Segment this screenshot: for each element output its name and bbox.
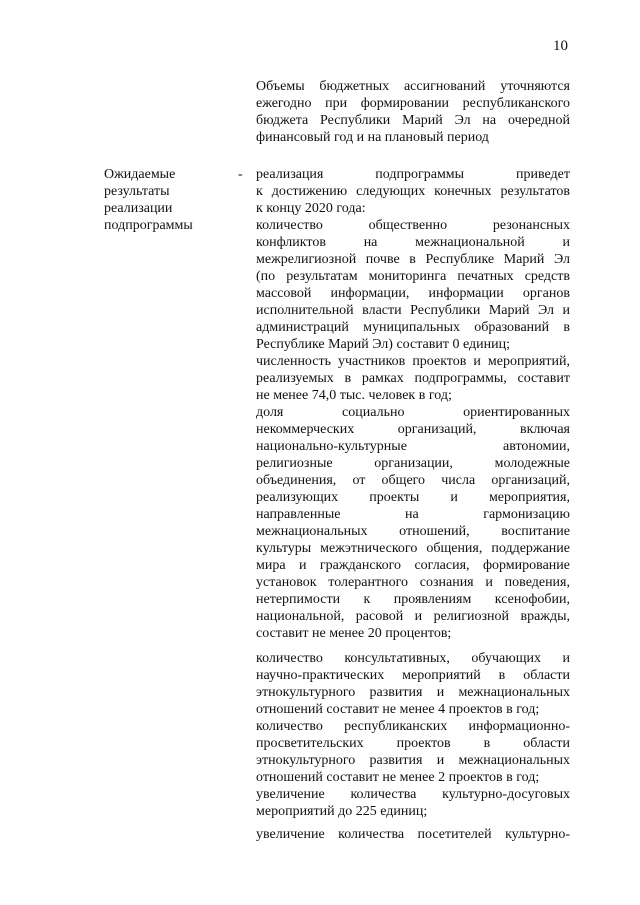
text-line: нетерпимости к проявлениям ксенофобии, [256, 592, 570, 607]
text-line: культуры межэтнического общения, поддержание [256, 541, 570, 556]
text-line: межнациональных отношений, воспитание [256, 524, 570, 539]
text-line: Объемы бюджетных ассигнований уточняются [256, 79, 570, 94]
text-line: бюджета Республики Марий Эл на очередной [256, 113, 570, 128]
text-line: реализация подпрограммы приведет [256, 167, 570, 182]
text-line: национальной, расовой и религиозной вражды, [256, 609, 570, 624]
text-line: просветительских проектов в области [256, 736, 570, 751]
label-line: подпрограммы [104, 218, 193, 233]
text-line: реализующих проекты и мероприятия, [256, 490, 570, 505]
text-line: мира и гражданского согласия, формирование [256, 558, 570, 573]
separator-dash: - [238, 167, 243, 182]
text-line: администраций муниципальных образований в [256, 320, 570, 335]
text-line: конфликтов на межнациональной и [256, 235, 570, 250]
text-line: мероприятий до 225 единиц; [256, 804, 428, 819]
text-line: некоммерческих организаций, включая [256, 422, 570, 437]
text-line: увеличение количества посетителей культурно- [256, 827, 570, 842]
page-number: 10 [553, 38, 568, 54]
text-line: религиозные организации, молодежные [256, 456, 570, 471]
label-line: Ожидаемые [104, 167, 176, 182]
text-line: не менее 74,0 тыс. человек в год; [256, 388, 452, 403]
text-line: (по результатам мониторинга печатных средств [256, 269, 570, 284]
text-line: межрелигиозной почве в Республике Марий Эл [256, 252, 570, 267]
text-line: массовой информации, информации органов [256, 286, 570, 301]
text-line: направленные на гармонизацию [256, 507, 570, 522]
text-line: количество консультативных, обучающих и [256, 651, 570, 666]
text-line: исполнительной власти Республики Марий Эл и [256, 303, 570, 318]
text-line: научно-практических мероприятий в области [256, 668, 570, 683]
text-line: Республике Марий Эл) составит 0 единиц; [256, 337, 510, 352]
text-line: количество республиканских информационно- [256, 719, 570, 734]
text-line: этнокультурного развития и межнациональных [256, 753, 570, 768]
text-line: составит не менее 20 процентов; [256, 626, 452, 641]
text-line: этнокультурного развития и межнациональных [256, 685, 570, 700]
text-line: национально-культурные автономии, [256, 439, 570, 454]
text-line: финансовый год и на плановый период [256, 130, 489, 145]
text-line: отношений составит не менее 4 проектов в год; [256, 702, 540, 717]
label-line: результаты [104, 184, 170, 199]
text-line: реализуемых в рамках подпрограммы, составит [256, 371, 570, 386]
text-line: доля социально ориентированных [256, 405, 570, 420]
text-line: к достижению следующих конечных результатов [256, 184, 570, 199]
text-line: численность участников проектов и мероприятий, [256, 354, 570, 369]
text-line: объединения, от общего числа организаций, [256, 473, 570, 488]
text-line: количество общественно резонансных [256, 218, 570, 233]
text-line: увеличение количества культурно-досуговых [256, 787, 570, 802]
text-line: к концу 2020 года: [256, 201, 366, 216]
label-line: реализации [104, 201, 173, 216]
text-line: отношений составит не менее 2 проектов в год; [256, 770, 540, 785]
text-line: ежегодно при формировании республиканского [256, 96, 570, 111]
text-line: установок толерантного сознания и поведения, [256, 575, 570, 590]
